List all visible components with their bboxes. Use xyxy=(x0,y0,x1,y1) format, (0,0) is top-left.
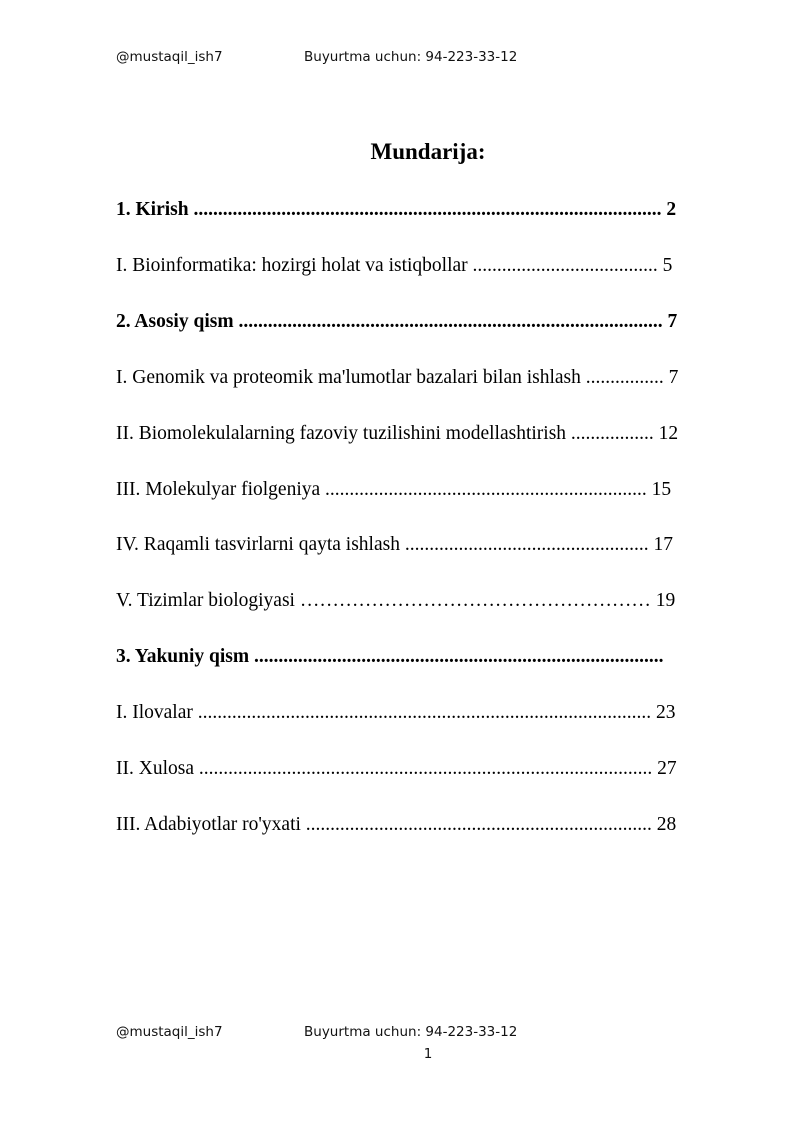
toc-entry-ilovalar: I. Ilovalar ............................................................................................. 23 xyxy=(116,702,676,723)
toc-entry-asosiy-qism: 2. Asosiy qism ....................................................................................... 7 xyxy=(116,311,678,332)
toc-entry-kirish: 1. Kirish ................................................................................................ 2 xyxy=(116,199,677,220)
toc-entry-xulosa: II. Xulosa ............................................................................................. 27 xyxy=(116,758,677,779)
header-handle: @mustaqil_ish7 xyxy=(116,49,223,65)
page-number: 1 xyxy=(423,1046,433,1062)
page-title: Mundarija: xyxy=(370,139,486,164)
toc-entry-bioinformatika: I. Bioinformatika: hozirgi holat va istiqbollar ...................................... 5 xyxy=(116,255,673,276)
toc-entry-adabiyotlar: III. Adabiyotlar ro'yxati ....................................................................... 28 xyxy=(116,814,677,835)
page-footer xyxy=(116,1024,518,1040)
toc-entry-biomolekulalar: II. Biomolekulalarning fazoviy tuzilishini modellashtirish ................. 12 xyxy=(116,423,679,444)
toc-entry-molekulyar: III. Molekulyar fiolgeniya .................................................................. 15 xyxy=(116,479,672,500)
footer-handle: @mustaqil_ish7 xyxy=(116,1024,223,1040)
page-header xyxy=(116,49,518,65)
header-contact: Buyurtma uchun: 94-223-33-12 xyxy=(304,49,518,65)
toc-entry-yakuniy-qism: 3. Yakuniy qism .................................................................................... xyxy=(116,646,664,667)
toc-entry-tizimlar: V. Tizimlar biologiyasi ……………………………………………… 19 xyxy=(116,590,676,611)
toc-entry-raqamli: IV. Raqamli tasvirlarni qayta ishlash .................................................. 17 xyxy=(116,534,673,555)
toc-entry-genomik: I. Genomik va proteomik ma'lumotlar bazalari bilan ishlash ................ 7 xyxy=(116,367,679,388)
footer-contact: Buyurtma uchun: 94-223-33-12 xyxy=(304,1024,518,1040)
